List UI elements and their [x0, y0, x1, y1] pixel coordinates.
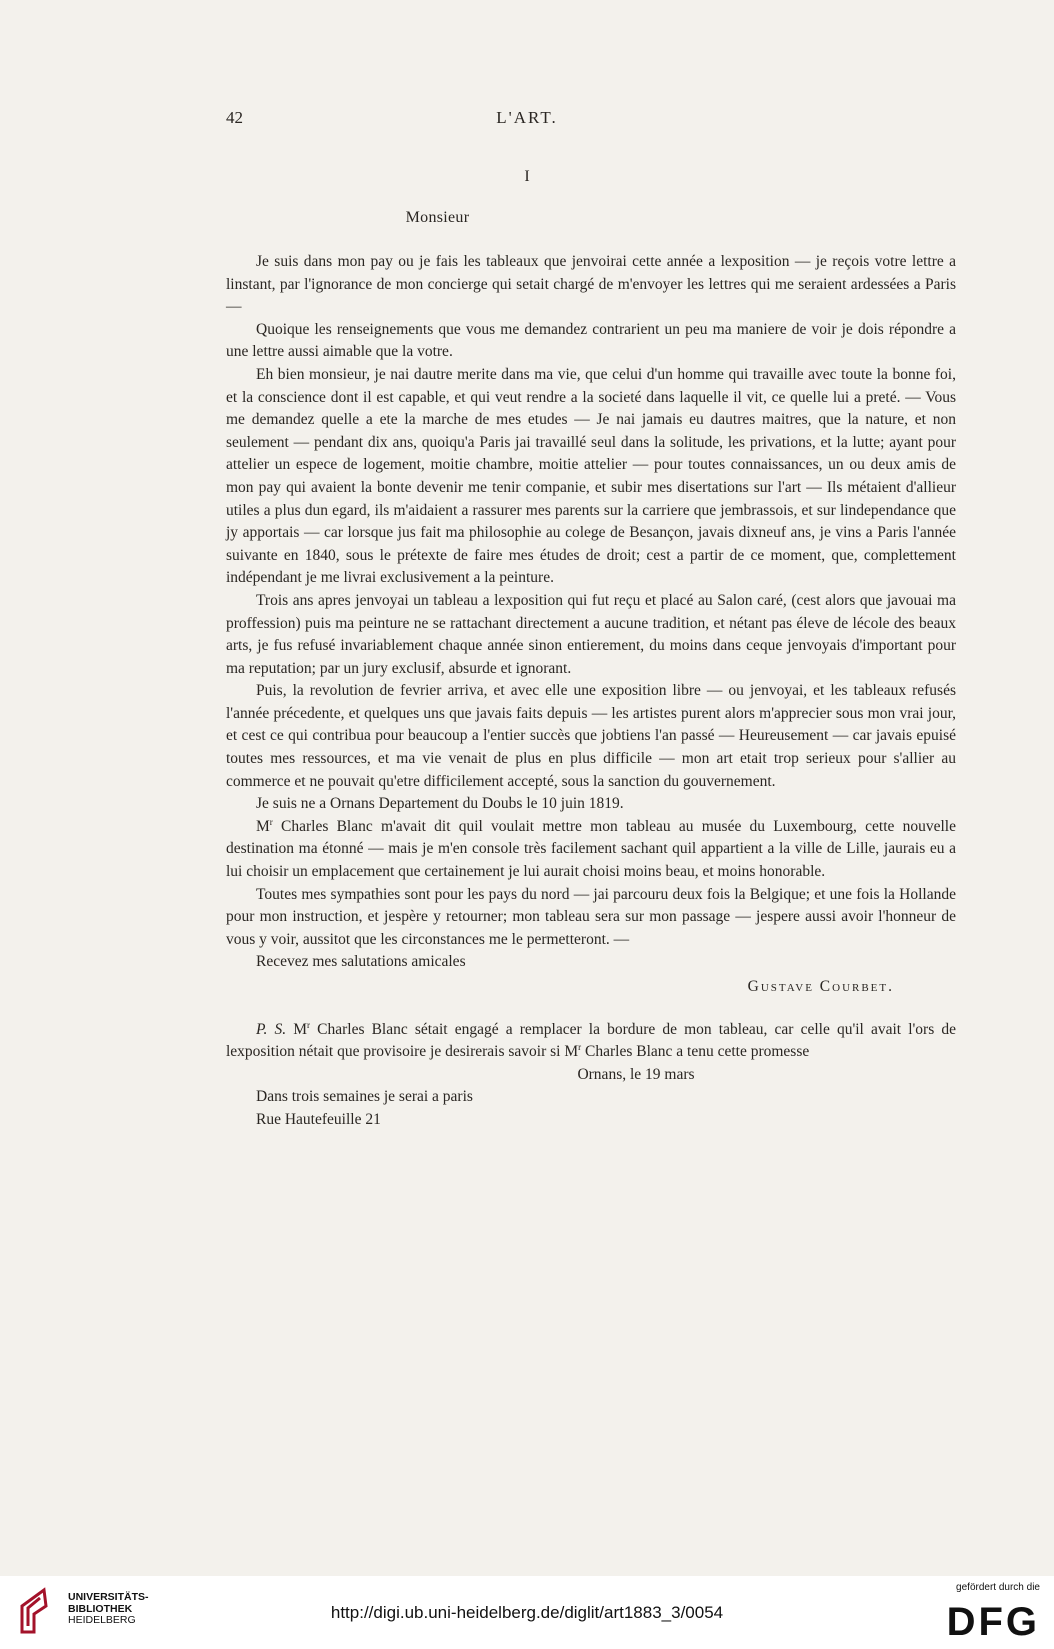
title-abbrev: M [293, 1020, 308, 1038]
funded-by-label: gefördert durch die [956, 1582, 1040, 1593]
paragraph-charles-blanc [226, 816, 956, 884]
paragraph: Je suis dans mon pay ou je fais les tableaux que jenvoirai cette année a lexposition — je reçois votre lettre a linstant, par l'ignorance de mon concierge qui setait chargé de m'envoyer les lettres qui me seraient ardessées a Paris — [226, 253, 956, 316]
library-line: UNIVERSITÄTS- [68, 1591, 149, 1603]
paragraph: Toutes mes sympathies sont pour les pays du nord — jai parcouru deux fois la Belgique; et une fois la Hollande pour mon instruction, et jespère y retourner; mon tableau sera sur mon passage — jespere aussi avoir l'honneur de vous y voir, aussitot que les circonstances me le permetteront. — [226, 885, 956, 948]
page-number: 42 [226, 108, 243, 127]
title-sup: r [578, 1042, 582, 1053]
postscript-text: Charles Blanc a tenu cette promesse [581, 1043, 810, 1061]
library-line: HEIDELBERG [68, 1614, 136, 1626]
place-date: Ornans, le 19 mars [577, 1065, 695, 1083]
signature: Gustave Courbet. [747, 978, 894, 995]
postscript-text: Charles Blanc sétait engagé a remplacer la bordure de mon tableau, car celle qu'il avait l'ors de lexposition nétait que provisoire je desirerais savoir si [226, 1020, 956, 1061]
running-title: L'ART. [496, 108, 558, 127]
address-line: Dans trois semaines je serai a paris [256, 1088, 473, 1106]
title-sup: r [269, 816, 273, 827]
paragraph: Puis, la revolution de fevrier arriva, et avec elle une exposition libre — ou jenvoyai, et les tableaux refusés l'année précedente, et quelques uns que javais faits depuis — les artistes purent alors m'apprecier sous mon vrai jour, et cest ce qui contribua pour beaucoup a l'entier succès que jobtiens l'an passé — Heureusement — car javais epuisé toutes mes ressources, et ma vie venait de plus en plus difficile — mon art etait trop serieux pour s'allier au commerce et ne pouvait qu'etre difficilement accepté, sous la sanction du gouvernement. [226, 682, 956, 790]
letter-salutation: Monsieur [405, 209, 470, 226]
postscript [226, 1019, 956, 1064]
paragraph: Trois ans apres jenvoyai un tableau a lexposition qui fut reçu et placé au Salon caré, (cest alors que javouai ma proffession) puis ma peinture ne se rattachant directement a aucune tradition, et nétant pas éleve de lécole des beaux arts, je fus refusé invariablement chaque année sinon entierement, du moins dans ceque jenvoyais d'important pour ma reputation; par un jury exclusif, absurde et ignorant. [226, 591, 956, 677]
source-url-link[interactable]: http://digi.ub.uni-heidelberg.de/diglit/art1883_3/0054 [330, 1603, 724, 1622]
page-header [0, 108, 1054, 132]
paragraph: Eh bien monsieur, je nai dautre merite dans ma vie, que celui d'un homme qui travaille avec toute la bonne foi, et la conscience dont il est capable, et qui veut rendre a la societé dans laquelle il vit, ce quelle lui a preté. — Vous me demandez quelle a ete la marche de mes etudes — Je nai jamais eu dautres maitres, que la nature, et non seulement — pendant dix ans, quoiqu'a Paris jai travaillé seul dans la solitude, les privations, et la lutte; ayant pour attelier un espece de logement, moitie chambre, moitie attelier — pour toutes connaissances, un ou deux amis de mon pay qui avaient la bonte devenir me tenir companie, et subir mes disertations sur l'art — Ils métaient d'allieur utiles a plus dun egard, ils m'aidaient a rassurer mes parents sur la carriere que jembrassois, et sur lindependance que jy apportais — car lorsque jus fait ma philosophie au colege de Besançon, javais dixneuf ans, je vins a Paris l'année suivante en 1840, sous le prétexte de faire mes études de droit; cest a partir de ce moment, que, complettement indépendant je me livrai exclusivement a la peinture. [226, 365, 956, 587]
library-line: BIBLIOTHEK [68, 1602, 133, 1615]
paragraph: Quoique les renseignements que vous me demandez contrarient un peu ma maniere de voir je dois répondre a une lettre aussi aimable que la votre. [226, 320, 956, 361]
title-abbrev: M [564, 1043, 579, 1061]
closing-line: Recevez mes salutations amicales [256, 953, 466, 971]
dfg-logo: DFG [946, 1600, 1040, 1644]
paragraph: Je suis ne a Ornans Departement du Doubs le 10 juin 1819. [256, 795, 624, 813]
letter-body [226, 251, 956, 1132]
title-abbrev: M [256, 817, 270, 835]
section-number: I [524, 168, 530, 185]
digitization-footer [0, 1576, 1054, 1649]
paragraph-text: Charles Blanc m'avait dit quil voulait mettre mon tableau au musée du Luxembourg, cette nouvelle destination ma étonné — mais je m'en console très facilement sachant quil appartient a la ville de Lille, jaurais eu a lui choisir un emplacement que certainement je lui aurait choisi moins beau, et moins honorable. [226, 817, 956, 881]
title-sup: r [307, 1019, 311, 1030]
postscript-label: P. S. [256, 1020, 287, 1038]
address-line: Rue Hautefeuille 21 [256, 1110, 381, 1128]
